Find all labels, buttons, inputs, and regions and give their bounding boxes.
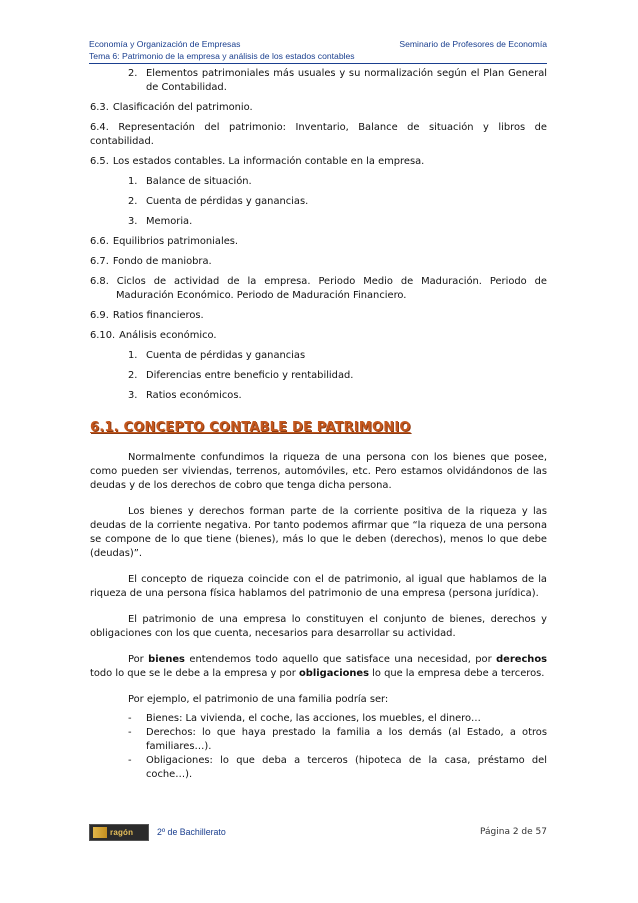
toc-item-text: Diferencias entre beneficio y rentabilidad. <box>146 370 354 381</box>
paragraph: Por ejemplo, el patrimonio de una familia podría ser: <box>128 694 389 705</box>
toc-item-number: 6.10. <box>90 330 116 341</box>
text-run: entendemos todo aquello que satisface una necesidad, por <box>184 654 497 665</box>
toc-item-text: Balance de situación. <box>146 176 252 187</box>
list-item-text: Obligaciones: lo que deba a terceros (hipoteca de la casa, préstamo del coche…). <box>146 755 547 780</box>
term-derechos: derechos <box>496 654 547 665</box>
toc-item-text: Cuenta de pérdidas y ganancias <box>146 350 306 361</box>
toc-item-number: 6.4. <box>90 122 109 133</box>
toc-item-number: 6.9. <box>90 310 109 321</box>
page-number: Página 2 de 57 <box>480 827 547 837</box>
toc-item-text: Clasificación del patrimonio. <box>112 102 253 113</box>
toc-item-number: 1. <box>128 350 138 361</box>
toc-item <box>90 175 547 189</box>
toc-item-text: Análisis económico. <box>119 330 217 341</box>
toc-item <box>90 235 547 249</box>
toc-item <box>90 309 547 323</box>
toc-item-text: Representación del patrimonio: Inventario, Balance de situación y libros de contabilidad. <box>90 122 547 147</box>
toc-item-number: 6.6. <box>90 236 109 247</box>
toc-item-number: 2. <box>128 68 138 79</box>
toc-item-number: 3. <box>128 216 138 227</box>
logo-mark-icon <box>93 827 107 838</box>
bullet-marker: - <box>128 713 132 724</box>
toc-item <box>90 329 547 343</box>
logo-text: ragón <box>110 827 134 837</box>
paragraph-definitions <box>90 653 547 681</box>
toc-item <box>90 155 547 169</box>
toc-item <box>90 349 547 363</box>
toc-item-text: Ciclos de actividad de la empresa. Periodo Medio de Maduración. Periodo de Maduración Económico. Periodo de Maduración Financiero. <box>116 276 547 301</box>
toc-item <box>90 121 547 149</box>
table-of-contents <box>90 67 547 403</box>
aragon-logo <box>89 824 149 841</box>
toc-item-text: Equilibrios patrimoniales. <box>112 236 239 247</box>
text-run: lo que la empresa debe a terceros. <box>369 668 545 679</box>
toc-item-number: 6.8. <box>90 276 109 287</box>
toc-item-text: Ratios financieros. <box>112 310 204 321</box>
list-item <box>90 712 547 726</box>
bullet-marker: - <box>128 755 132 766</box>
toc-item <box>90 195 547 209</box>
toc-item <box>90 67 547 95</box>
header-topic: Tema 6: Patrimonio de la empresa y análisis de los estados contables <box>89 51 355 61</box>
toc-item <box>90 275 547 303</box>
toc-item-number: 3. <box>128 390 138 401</box>
footer-course: 2º de Bachillerato <box>157 827 226 837</box>
example-list <box>90 712 547 782</box>
page-body <box>90 67 547 782</box>
toc-item-number: 6.3. <box>90 102 109 113</box>
toc-item-number: 1. <box>128 176 138 187</box>
section-heading: 6.1. CONCEPTO CONTABLE DE PATRIMONIO <box>90 420 411 435</box>
page-header <box>89 38 547 62</box>
toc-item-text: Ratios económicos. <box>146 390 242 401</box>
toc-item <box>90 369 547 383</box>
toc-item-text: Cuenta de pérdidas y ganancias. <box>146 196 309 207</box>
header-subject: Economía y Organización de Empresas <box>89 39 241 49</box>
list-item <box>90 754 547 782</box>
toc-item-text: Memoria. <box>146 216 193 227</box>
paragraph: El patrimonio de una empresa lo constituyen el conjunto de bienes, derechos y obligaciones con los que cuenta, necesarios para desarrollar su actividad. <box>90 614 547 639</box>
toc-item <box>90 101 547 115</box>
bullet-marker: - <box>128 727 132 738</box>
toc-item <box>90 389 547 403</box>
toc-item-number: 6.5. <box>90 156 109 167</box>
toc-item-text: Fondo de maniobra. <box>112 256 212 267</box>
toc-item-text: Elementos patrimoniales más usuales y su normalización según el Plan General de Contabilidad. <box>146 68 547 93</box>
toc-item-number: 6.7. <box>90 256 109 267</box>
header-divider <box>89 63 547 64</box>
text-run: Por <box>128 654 149 665</box>
text-run: todo lo que se le debe a la empresa y por <box>90 668 300 679</box>
paragraph: El concepto de riqueza coincide con el de patrimonio, al igual que hablamos de la riqueza de una persona física hablamos del patrimonio de una empresa (persona jurídica). <box>90 574 547 599</box>
list-item-text: Bienes: La vivienda, el coche, las acciones, los muebles, el dinero… <box>146 713 481 724</box>
paragraph: Normalmente confundimos la riqueza de una persona con los bienes que posee, como pueden ser viviendas, terrenos, automóviles, etc. Pero estamos olvidándonos de las deudas y de los derechos de cobro que tenga dicha persona. <box>90 452 547 491</box>
toc-item-text: Los estados contables. La información contable en la empresa. <box>112 156 425 167</box>
toc-item <box>90 255 547 269</box>
toc-item-number: 2. <box>128 370 138 381</box>
list-item-text: Derechos: lo que haya prestado la familia a los demás (al Estado, a otros familiares…). <box>146 727 547 752</box>
toc-item <box>90 215 547 229</box>
term-bienes: bienes <box>148 654 185 665</box>
header-seminar: Seminario de Profesores de Economía <box>399 39 547 49</box>
paragraph: Los bienes y derechos forman parte de la corriente positiva de la riqueza y las deudas de la corriente negativa. Por tanto podemos afirmar que “la riqueza de una persona se compone de lo que tiene (bienes), más lo que le deben (derechos), menos lo que debe (deudas)”. <box>90 506 547 559</box>
toc-item-number: 2. <box>128 196 138 207</box>
list-item <box>90 726 547 754</box>
term-obligaciones: obligaciones <box>299 668 369 679</box>
page-footer <box>89 823 547 841</box>
